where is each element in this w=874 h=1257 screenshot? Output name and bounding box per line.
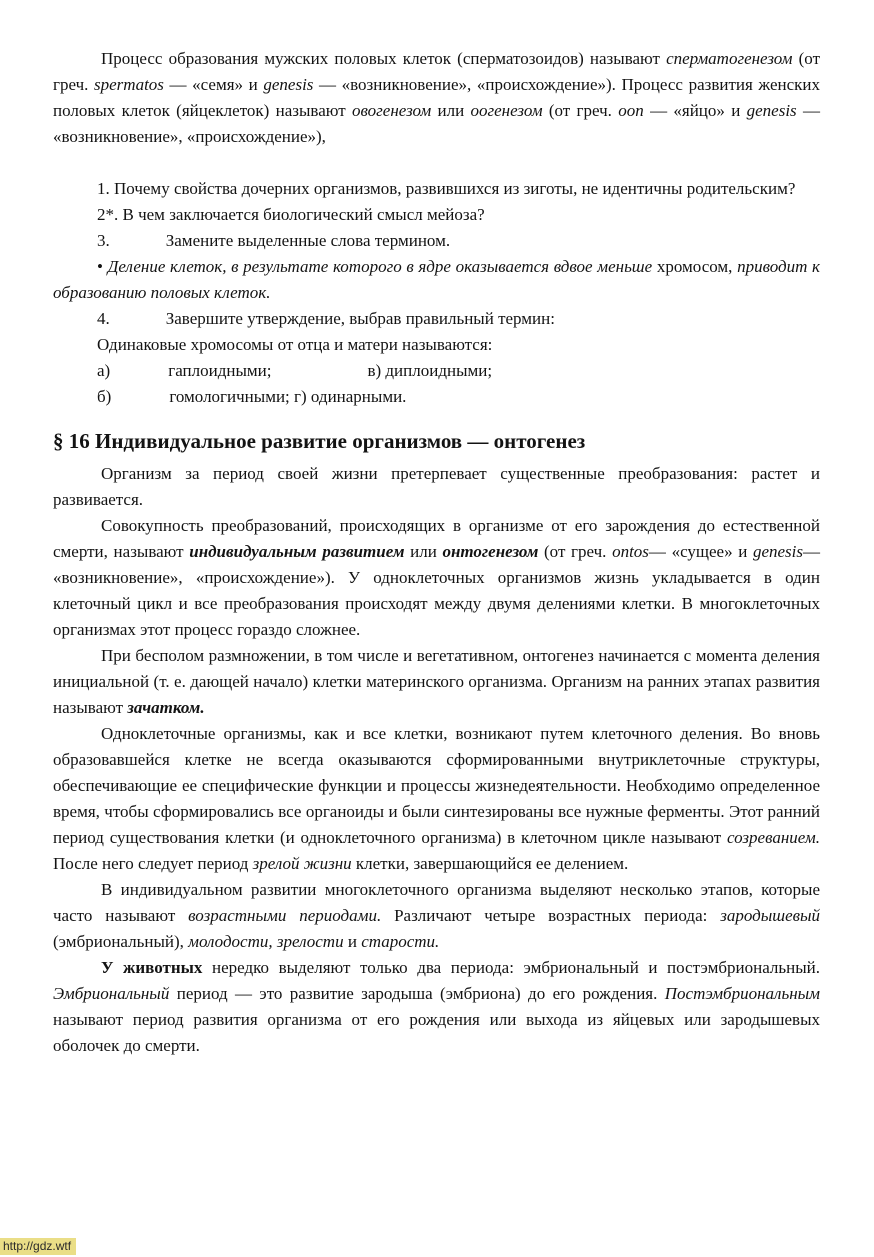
- option-letter-a: а): [97, 361, 111, 380]
- option-v: в) диплоидными;: [367, 361, 493, 380]
- paragraph-age-periods: [53, 877, 820, 955]
- question-number: 4.: [97, 309, 110, 328]
- text-run: или: [431, 101, 471, 120]
- paragraph-animal-periods: [53, 955, 820, 1059]
- text-run: Процесс образования мужских половых клеток (сперматозоидов) называют: [101, 49, 667, 68]
- text-run: Одноклеточные организмы, как и все клетки, возникают путем клеточного деления. Во вновь образовавшейся клетке не всегда оказываются сформированными внутриклеточные структуры, обеспечивающие ее специфические функции и процессы жизнедеятельности. Необходимо определенное время, чтобы сформировались все органоиды и были синтезированы все нужные ферменты. Этот ранний период существования клетки (и одноклеточного организма) в клеточном цикле называют: [53, 724, 820, 847]
- term-ontogenesis: онтогенезом: [442, 542, 539, 561]
- question-4: [53, 306, 820, 332]
- text-run: — «семя» и: [163, 75, 264, 94]
- bullet-item: [53, 254, 820, 306]
- text-run: нередко выделяют только два периода: эмбриональный и постэмбриональный.: [202, 958, 820, 977]
- term-embryonic-period: Эмбриональный: [53, 984, 170, 1003]
- text-run: Различают четыре возрастных периода:: [381, 906, 721, 925]
- text-run: — «возникновение», «происхождение»). У одноклеточных организмов жизнь укладывается в один клеточный цикл и все преобразования происходят между двумя делениями клетки. В многоклеточных организмах этот процесс гораздо сложнее.: [53, 542, 820, 639]
- question-text: Замените выделенные слова термином.: [165, 231, 451, 250]
- term-mature-life: зрелой жизни: [252, 854, 352, 873]
- text-run: — «яйцо» и: [643, 101, 747, 120]
- term-youth-maturity: молодости, зрелости: [188, 932, 344, 951]
- text-run: и: [343, 932, 362, 951]
- section-heading: § 16 Индивидуальное развитие организмов — онтогенез: [53, 429, 586, 453]
- term-individual-development: индивидуальным развитием: [189, 542, 405, 561]
- option-letter-b: б): [97, 387, 112, 406]
- text-run: период — это развитие зародыша (эмбриона) до его рождения.: [169, 984, 665, 1003]
- option-term-b-g: гомологичными; г) одинарными.: [169, 387, 407, 406]
- text-run: сперматогенезом: [666, 49, 793, 68]
- term-postembryonic: Постэмбриональным: [664, 984, 820, 1003]
- option-term-a: гаплоидными;: [168, 361, 272, 380]
- term-in-animals: У животных: [101, 958, 203, 977]
- paragraph-ontogenesis-definition: [53, 513, 820, 643]
- question-1: 1. Почему свойства дочерних организмов, развившихся из зиготы, не идентичны родительским?: [97, 179, 796, 198]
- text-run: или: [404, 542, 443, 561]
- text-run: genesis: [746, 101, 797, 120]
- text-run: При бесполом размножении, в том числе и вегетативном, онтогенез начинается с момента деления инициальной (т. е. дающей начало) клетки материнского организма. Организм на ранних этапах развития называют: [53, 646, 820, 717]
- text-run: В индивидуальном развитии многоклеточного организма выделяют несколько этапов, которые часто называют: [53, 880, 820, 925]
- text-run: genesis: [752, 542, 803, 561]
- bullet-marker: •: [97, 257, 108, 276]
- paragraph-organism-growth: Организм за период своей жизни претерпевает существенные преобразования: растет и развивается.: [53, 464, 820, 509]
- text-run: — «возникновение», «происхождение»). Процесс развития женских половых клеток (яйцеклеток) называют: [53, 75, 820, 120]
- questions-block: [53, 176, 820, 410]
- text-run: Деление клеток, в результате которого в ядре оказывается вдвое меньше: [107, 257, 657, 276]
- question-2: 2*. В чем заключается биологический смысл мейоза?: [97, 205, 485, 224]
- answer-options-row-b: [53, 384, 820, 410]
- text-run: ontos: [612, 542, 649, 561]
- text-run: После него следует период: [53, 854, 253, 873]
- watermark-url: http://gdz.wtf: [0, 1238, 76, 1255]
- term-age-periods: возрастными периодами.: [188, 906, 382, 925]
- question-number: 3.: [97, 231, 110, 250]
- term-old-age: старости.: [361, 932, 440, 951]
- text-run: клетки, завершающийся ее делением.: [351, 854, 629, 873]
- paragraph-asexual-ontogenesis: [53, 643, 820, 721]
- text-run: (от греч.: [53, 49, 820, 94]
- question-text: Завершите утверждение, выбрав правильный термин:: [165, 309, 555, 328]
- text-run: (от греч.: [542, 101, 619, 120]
- text-run: oon: [618, 101, 644, 120]
- text-run: — «возникновение», «происхождение»),: [53, 101, 820, 146]
- text-run: хромосом,: [656, 257, 738, 276]
- paragraph-unicellular-maturation: [53, 721, 820, 877]
- question-4-stem: Одинаковые хромосомы от отца и матери называются:: [97, 335, 493, 354]
- text-run: genesis: [263, 75, 314, 94]
- text-run: — «сущее» и: [648, 542, 753, 561]
- paragraph-gametogenesis: [53, 46, 820, 150]
- text-run: приводит к образованию половых клеток.: [53, 257, 821, 302]
- text-run: (от греч.: [538, 542, 613, 561]
- term-maturation: созреванием.: [727, 828, 820, 847]
- text-run: овогенезом: [351, 101, 432, 120]
- answer-options-row-a: [53, 358, 820, 384]
- term-zachatok: зачатком.: [127, 698, 205, 717]
- text-run: оогенезом: [470, 101, 543, 120]
- term-embryonic: зародышевый: [720, 906, 821, 925]
- text-run: (эмбриональный),: [53, 932, 189, 951]
- question-3: [53, 228, 820, 254]
- text-run: Совокупность преобразований, происходящих в организме от его зарождения до естественной смерти, называют: [53, 516, 820, 561]
- text-run: называют период развития организма от его рождения или выхода из яйцевых или зародышевых оболочек до смерти.: [53, 1010, 820, 1055]
- text-run: spermatos: [94, 75, 164, 94]
